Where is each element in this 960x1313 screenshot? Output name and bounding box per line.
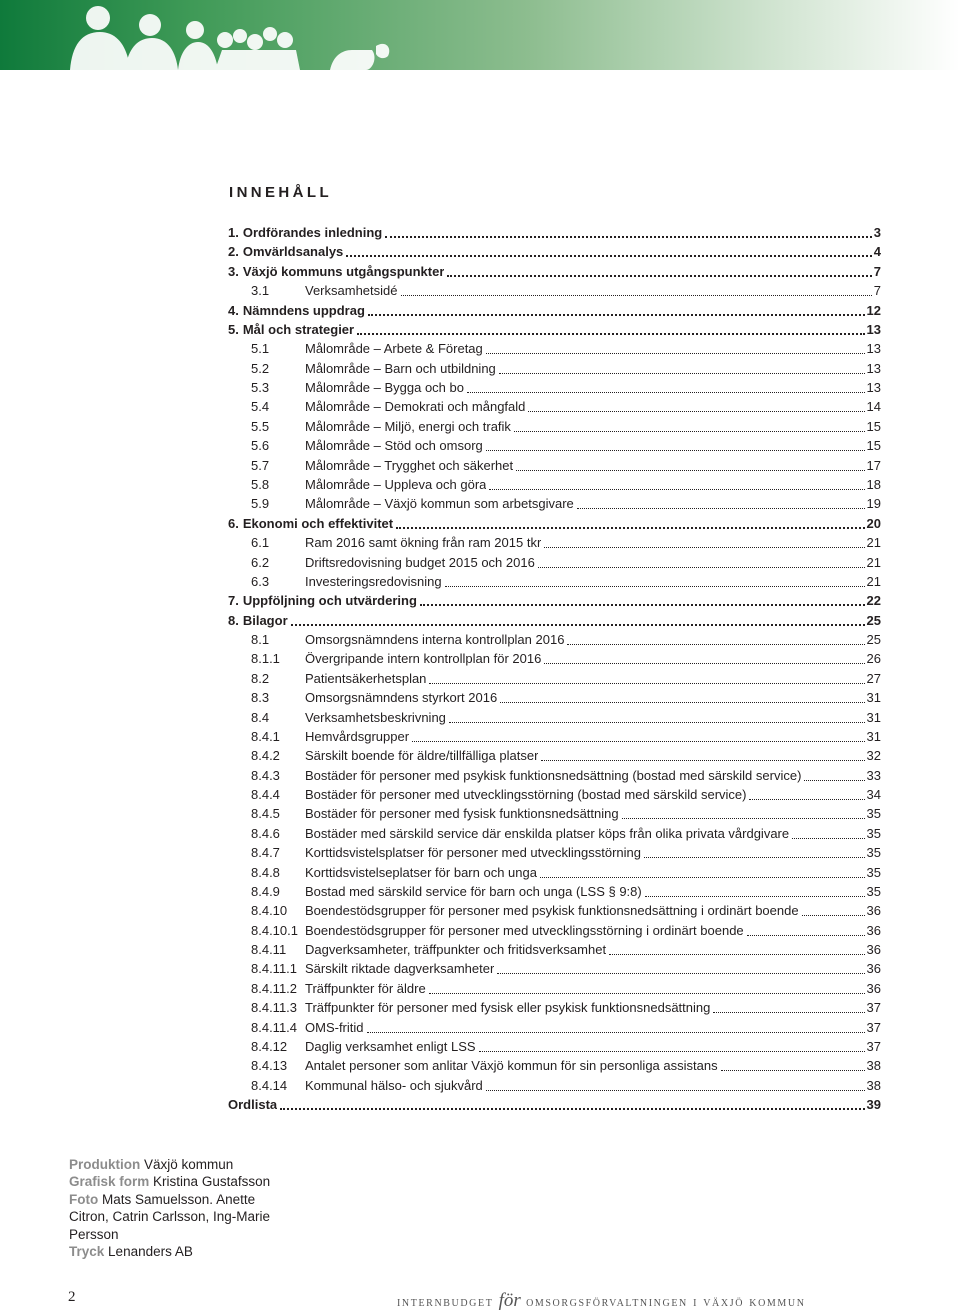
toc-title: INNEHÅLL: [229, 184, 333, 201]
toc-entry-label: Ram 2016 samt ökning från ram 2015 tkr: [305, 535, 542, 551]
toc-entry-page: 7: [873, 263, 881, 279]
toc-leader-dots: [544, 662, 864, 664]
toc-entry-label: Korttidsvistelseplatser för barn och unga: [305, 864, 537, 880]
toc-entry-page: 21: [866, 535, 881, 551]
toc-entry-page: 13: [866, 321, 881, 337]
toc-entry-page: 15: [866, 438, 881, 454]
toc-entry-page: 19: [866, 496, 881, 512]
toc-entry-number: 8.2: [251, 670, 270, 686]
toc-entry-label: Målområde – Barn och utbildning: [305, 360, 496, 376]
footer-part-2: omsorgsförvaltningen i växjö kommun: [526, 1294, 806, 1310]
toc-subentry[interactable]: [228, 1075, 881, 1094]
header-banner: [0, 0, 960, 70]
toc-entry-label: Särskilt riktade dagverksamheter: [305, 961, 495, 977]
toc-subentry[interactable]: [228, 1036, 881, 1055]
toc-entry-page: 27: [866, 670, 881, 686]
toc-entry-page: 35: [866, 825, 881, 841]
toc-subentry[interactable]: [228, 997, 881, 1016]
toc-entry-label: Bostad med särskild service för barn och unga (LSS § 9:8): [305, 883, 642, 899]
credits: [69, 1156, 279, 1260]
toc-leader-dots: [528, 410, 864, 412]
toc-entry-label: Målområde – Trygghet och säkerhet: [305, 457, 514, 473]
toc-entry-label: Boendestödsgrupper för personer med utvecklingsstörning i ordinärt boende: [305, 922, 744, 938]
toc-leader-dots: [645, 895, 865, 897]
toc-entry-number: 8.4.12: [251, 1039, 288, 1054]
toc-subentry[interactable]: [228, 396, 881, 415]
toc-entry-page: 36: [866, 961, 881, 977]
toc-leader-dots: [514, 430, 865, 432]
toc-entry-label: Omsorgsnämndens interna kontrollplan 2016: [305, 632, 565, 647]
toc-entry-number: 1.: [228, 225, 239, 240]
toc-leader-dots: [802, 914, 865, 916]
toc-entry-label: Bostäder för personer med utvecklingsstörning (bostad med särskild service): [305, 787, 747, 802]
toc-leader-dots: [749, 798, 864, 800]
toc-entry-label: Daglig verksamhet enligt LSS: [305, 1039, 476, 1054]
credit-role: Grafisk form: [69, 1174, 150, 1190]
toc-entry-number: 8.4.5: [251, 806, 280, 822]
toc-subentry[interactable]: [228, 648, 881, 667]
toc-entry-page: 4: [873, 244, 881, 260]
toc-subentry[interactable]: [228, 784, 881, 803]
toc-entry-number: 6.2: [251, 554, 270, 570]
toc-leader-dots: [367, 1031, 865, 1033]
toc-entry-number: 8.4.9: [251, 883, 280, 899]
toc-subentry[interactable]: [228, 900, 881, 919]
toc-entry-number: 5.3: [251, 380, 270, 395]
toc-subentry[interactable]: [228, 939, 881, 958]
toc-entry-number: 5.6: [251, 438, 270, 454]
toc-entry-page: 35: [866, 806, 881, 822]
toc-leader-dots: [489, 488, 864, 490]
toc-entry[interactable]: [228, 222, 881, 241]
toc-entry-label: Verksamhetsidé: [305, 283, 398, 299]
toc-entry-label: Målområde – Arbete & Företag: [305, 341, 483, 357]
toc-entry-number: 8.4.10: [251, 903, 288, 919]
toc-entry-number: 8.4.11.1: [251, 961, 298, 977]
toc-entry-label: Dagverksamheter, träffpunkter och fritidsverksamhet: [305, 942, 607, 958]
toc-subentry[interactable]: [228, 377, 881, 396]
toc-leader-dots: [401, 294, 872, 296]
toc-entry-number: 8.4.11.4: [251, 1019, 298, 1035]
toc-entry-page: 22: [866, 593, 881, 609]
toc-entry-label: Bostäder med särskild service där enskilda platser köps från olika privata vårdgivare: [305, 825, 790, 841]
credit-text: Mats Samuelsson. Anette Citron, Catrin Carlsson, Ing-Marie Persson: [69, 1191, 271, 1242]
toc-subentry[interactable]: [228, 1017, 881, 1036]
toc-entry-label: Boendestödsgrupper för personer med psykisk funktionsnedsättning i ordinärt boende: [305, 903, 799, 919]
toc-entry[interactable]: [228, 241, 881, 260]
toc-entry-page: 39: [866, 1097, 881, 1113]
toc-entry-number: 8.4.8: [251, 864, 280, 880]
credit-role: Foto: [69, 1191, 99, 1207]
toc-entry-page: 36: [866, 942, 881, 958]
toc-subentry[interactable]: [228, 687, 881, 706]
toc-leader-dots: [346, 254, 871, 257]
toc-entry-page: 7: [873, 283, 881, 299]
toc-entry-number: 8.1.1: [251, 651, 280, 667]
toc-leader-dots: [486, 352, 865, 354]
toc-entry-label: Driftsredovisning budget 2015 och 2016: [305, 554, 535, 570]
toc-entry-label: Uppföljning och utvärdering: [242, 593, 417, 609]
toc-leader-dots: [357, 332, 864, 335]
toc-entry-page: 25: [866, 612, 881, 628]
toc-entry-page: 34: [866, 787, 881, 802]
toc-entry-page: 33: [866, 767, 881, 783]
toc-entry-label: Mål och strategier: [242, 321, 355, 337]
toc-entry-label: Målområde – Stöd och omsorg: [305, 438, 483, 454]
toc-subentry[interactable]: [228, 958, 881, 977]
toc-entry-label: Bostäder för personer med psykisk funktionsnedsättning (bostad med särskild service): [305, 767, 802, 783]
toc-entry-page: 32: [866, 748, 881, 764]
toc-leader-dots: [486, 1089, 865, 1091]
toc-leader-dots: [644, 856, 865, 858]
people-silhouette-decoration: [0, 0, 420, 70]
toc-subentry[interactable]: [228, 435, 881, 454]
toc-leader-dots: [577, 507, 865, 509]
toc-entry-number: 2.: [228, 244, 239, 260]
toc-subentry[interactable]: [228, 765, 881, 784]
toc-entry-label: Målområde – Miljö, energi och trafik: [305, 418, 511, 434]
toc-leader-dots: [622, 817, 865, 819]
toc-entry-number: 8.4.10.1: [251, 922, 298, 938]
toc-leader-dots: [567, 643, 864, 645]
toc-entry-label: Målområde – Bygga och bo: [305, 380, 464, 395]
toc-subentry[interactable]: [228, 842, 881, 861]
toc-entry-number: 8.4.3: [251, 767, 280, 783]
toc-entry[interactable]: [228, 319, 881, 338]
toc-entry-page: 20: [866, 515, 881, 531]
toc-entry-label: Växjö kommuns utgångspunkter: [242, 263, 445, 279]
toc-entry-page: 26: [866, 651, 881, 667]
toc-entry-number: 5.1: [251, 341, 270, 357]
toc-entry[interactable]: [228, 261, 881, 280]
toc-leader-dots: [804, 779, 864, 781]
credit-role: Tryck: [69, 1244, 105, 1260]
toc-entry-number: 4.: [228, 302, 239, 318]
toc-entry-label: Träffpunkter för personer med fysisk eller psykisk funktionsnedsättning: [305, 1000, 711, 1016]
toc-subentry[interactable]: [228, 862, 881, 881]
toc-entry-number: 6.: [228, 515, 239, 531]
toc-subentry[interactable]: [228, 552, 881, 571]
toc-subentry[interactable]: [228, 571, 881, 590]
toc-entry-label: Kommunal hälso- och sjukvård: [305, 1077, 483, 1093]
toc-entry-label: Verksamhetsbeskrivning: [305, 709, 446, 725]
toc-entry[interactable]: [228, 590, 881, 609]
toc-subentry[interactable]: [228, 920, 881, 939]
toc-entry-page: 35: [866, 883, 881, 899]
toc-entry-label: Hemvårdsgrupper: [305, 728, 410, 744]
toc-entry[interactable]: [228, 610, 881, 629]
toc-subentry[interactable]: [228, 629, 881, 648]
toc-subentry[interactable]: [228, 978, 881, 997]
toc-leader-dots: [497, 972, 864, 974]
footer-part-1: internbudget: [397, 1294, 494, 1310]
toc-entry-number: 8.4.13: [251, 1058, 288, 1074]
toc-leader-dots: [449, 721, 865, 723]
toc-subentry[interactable]: [228, 280, 881, 299]
toc-leader-dots: [467, 391, 865, 393]
toc-leader-dots: [541, 759, 864, 761]
toc-entry-label: Målområde – Växjö kommun som arbetsgivare: [305, 496, 574, 512]
toc-entry-number: 6.3: [251, 573, 270, 589]
toc-entry-number: 8.1: [251, 632, 270, 647]
toc-leader-dots: [479, 1050, 865, 1052]
toc-subentry[interactable]: [228, 803, 881, 822]
toc-entry-label: Antalet personer som anlitar Växjö kommun för sin personliga assistans: [305, 1058, 718, 1074]
toc-entry-page: 21: [866, 554, 881, 570]
toc-leader-dots: [792, 837, 864, 839]
toc-subentry[interactable]: [228, 532, 881, 551]
toc-entry-page: 14: [866, 399, 881, 415]
toc-entry-number: 8.4.7: [251, 845, 280, 861]
toc-leader-dots: [429, 992, 865, 994]
toc-leader-dots: [368, 313, 865, 316]
toc-entry-page: 18: [866, 476, 881, 492]
toc-subentry[interactable]: [228, 745, 881, 764]
toc-entry-number: 3.1: [251, 283, 270, 299]
toc-entry-label: Ekonomi och effektivitet: [242, 515, 394, 531]
toc-entry-page: 35: [866, 845, 881, 861]
toc-entry-page: 37: [866, 1000, 881, 1016]
toc-subentry[interactable]: [228, 474, 881, 493]
toc-leader-dots: [500, 701, 864, 703]
toc-entry-page: 13: [866, 360, 881, 376]
toc-leader-dots: [280, 1107, 864, 1110]
toc-entry-number: 8.: [228, 612, 239, 628]
toc-entry-label: OMS-fritid: [305, 1019, 364, 1035]
toc-entry-page: 21: [866, 573, 881, 589]
credit-role: Produktion: [69, 1157, 141, 1172]
toc-entry-label: Särskilt boende för äldre/tillfälliga platser: [305, 748, 539, 764]
toc-entry[interactable]: [228, 1094, 881, 1113]
credit-text: Kristina Gustafsson: [153, 1174, 271, 1190]
toc-entry-number: 3.: [228, 263, 239, 279]
toc-entry-number: 6.1: [251, 535, 270, 551]
toc-entry-number: 5.9: [251, 496, 270, 512]
toc-subentry[interactable]: [228, 668, 881, 687]
toc-subentry[interactable]: [228, 338, 881, 357]
toc-leader-dots: [385, 235, 872, 238]
toc-subentry[interactable]: [228, 707, 881, 726]
toc-entry-page: 31: [866, 690, 881, 706]
credit-text: Lenanders AB: [108, 1244, 193, 1260]
toc-entry-label: Bilagor: [242, 612, 288, 628]
toc-entry-label: Korttidsvistelsplatser för personer med utvecklingsstörning: [305, 845, 641, 861]
toc-entry-label: Träffpunkter för äldre: [305, 980, 426, 996]
toc-subentry[interactable]: [228, 358, 881, 377]
toc-entry-page: 36: [866, 922, 881, 938]
toc-entry-number: 5.: [228, 321, 239, 337]
credit-text: Växjö kommun: [144, 1157, 234, 1172]
toc-subentry[interactable]: [228, 881, 881, 900]
toc-entry-number: 8.4: [251, 709, 270, 725]
toc-leader-dots: [420, 603, 865, 606]
toc-leader-dots: [499, 372, 865, 374]
toc-entry[interactable]: [228, 300, 881, 319]
toc-entry-page: 13: [866, 380, 881, 395]
toc-subentry[interactable]: [228, 823, 881, 842]
toc-entry-number: 8.4.4: [251, 787, 280, 802]
toc-leader-dots: [544, 546, 864, 548]
toc-entry-page: 31: [866, 728, 881, 744]
toc-entry-label: Omsorgsnämndens styrkort 2016: [305, 690, 498, 706]
toc-leader-dots: [445, 585, 865, 587]
toc-leader-dots: [429, 682, 864, 684]
toc-entry-label: Bostäder för personer med fysisk funktionsnedsättning: [305, 806, 619, 822]
toc-leader-dots: [609, 953, 864, 955]
toc-leader-dots: [486, 449, 865, 451]
toc-entry-number: 8.4.11.3: [251, 1000, 298, 1016]
toc-leader-dots: [396, 526, 864, 529]
toc-entry[interactable]: [228, 513, 881, 532]
toc-entry-page: 36: [866, 903, 881, 919]
toc-entry-label: Nämndens uppdrag: [242, 302, 365, 318]
toc-entry-number: 5.4: [251, 399, 270, 415]
toc-entry-label: Omvärldsanalys: [242, 244, 344, 260]
toc-entry-number: 7.: [228, 593, 239, 609]
toc-entry-number: 5.5: [251, 418, 270, 434]
toc-entry-label: Målområde – Uppleva och göra: [305, 476, 487, 492]
footer-running-title: [397, 1290, 806, 1312]
toc-entry-label: Målområde – Demokrati och mångfald: [305, 399, 526, 415]
footer-italic: för: [498, 1290, 521, 1311]
toc-leader-dots: [447, 274, 871, 277]
toc-entry-page: 37: [866, 1039, 881, 1054]
toc-entry-page: 38: [866, 1077, 881, 1093]
toc-subentry[interactable]: [228, 493, 881, 512]
toc-entry-number: 5.7: [251, 457, 270, 473]
toc-entry-page: 36: [866, 980, 881, 996]
page-number: 2: [68, 1289, 76, 1305]
toc-entry-label: Ordlista: [228, 1097, 278, 1113]
toc-entry-page: 35: [866, 864, 881, 880]
toc-entry-number: 8.4.2: [251, 748, 280, 764]
toc-leader-dots: [412, 740, 864, 742]
toc-leader-dots: [721, 1069, 865, 1071]
toc-subentry[interactable]: [228, 726, 881, 745]
toc-leader-dots: [747, 934, 865, 936]
toc-entry-page: 3: [873, 225, 881, 240]
toc-subentry[interactable]: [228, 416, 881, 435]
toc-leader-dots: [540, 876, 865, 878]
toc-entry-page: 12: [866, 302, 881, 318]
toc-entry-number: 5.2: [251, 360, 270, 376]
toc-entry-label: Övergripande intern kontrollplan för 2016: [305, 651, 542, 667]
toc-entry-page: 37: [866, 1019, 881, 1035]
toc-entry-number: 8.4.1: [251, 728, 280, 744]
toc-entry-label: Patientsäkerhetsplan: [305, 670, 427, 686]
toc-entry-number: 5.8: [251, 476, 270, 492]
toc-entry-label: Ordförandes inledning: [242, 225, 383, 240]
toc-entry-number: 8.4.11.2: [251, 980, 298, 996]
toc-leader-dots: [516, 469, 864, 471]
toc-entry-number: 8.4.14: [251, 1077, 288, 1093]
toc-subentry[interactable]: [228, 1055, 881, 1074]
toc-leader-dots: [713, 1011, 864, 1013]
toc-entry-number: 8.4.11: [251, 942, 287, 958]
toc-entry-page: 15: [866, 418, 881, 434]
toc-entry-number: 8.4.6: [251, 825, 280, 841]
toc-entry-number: 8.3: [251, 690, 270, 706]
toc-entry-page: 13: [866, 341, 881, 357]
toc-entry-page: 38: [866, 1058, 881, 1074]
toc-entry-label: Investeringsredovisning: [305, 573, 442, 589]
toc-entry-page: 25: [866, 632, 881, 647]
toc-subentry[interactable]: [228, 455, 881, 474]
toc-leader-dots: [291, 623, 865, 626]
toc-entry-page: 31: [866, 709, 881, 725]
toc-entry-page: 17: [866, 457, 881, 473]
toc-leader-dots: [538, 566, 865, 568]
